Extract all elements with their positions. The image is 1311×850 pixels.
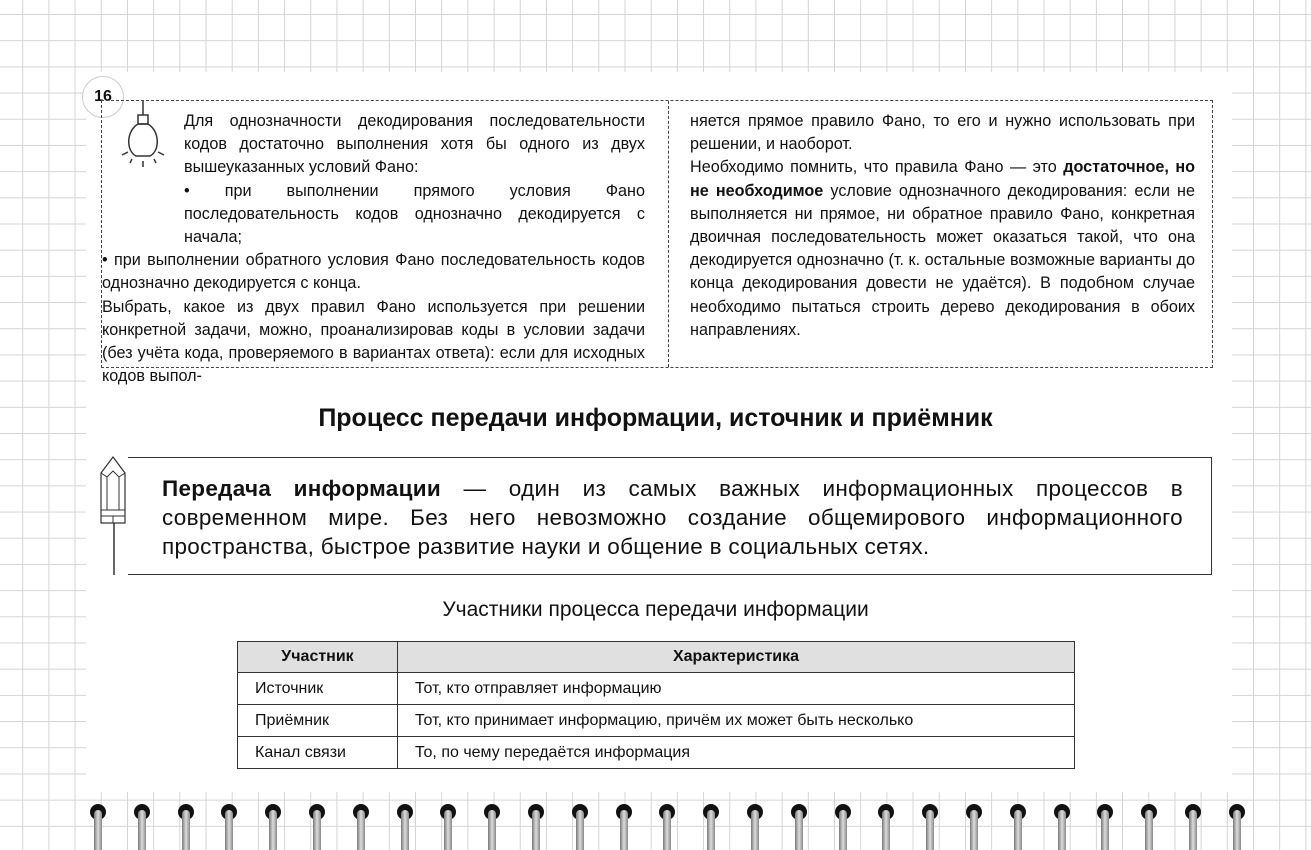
binding-ring-icon [878,800,894,844]
binding-ring-icon [265,800,281,844]
tip-bullet: • при выполнении обратного условия Фано последовательность кодов однозначно декодируется с конца. [102,251,645,293]
binding-ring-icon [1141,800,1157,844]
table-row [238,737,1075,769]
section-heading: Процесс передачи информации, источник и приёмник [318,404,993,432]
cell: Тот, кто принимает информацию, причём их может быть несколько [398,705,1075,737]
binding-ring-icon [1185,800,1201,844]
cell: Приёмник [238,705,398,737]
binding-ring-icon [1054,800,1070,844]
binding-ring-icon [353,800,369,844]
definition-box [114,457,1212,575]
column-divider [668,101,669,367]
cell: Тот, кто отправляет информацию [398,673,1075,705]
cell: То, по чему передаётся информация [398,737,1075,769]
tip-paragraph: Необходимо помнить, что правила Фано — это достаточное, но не необходимое условие однозначного декодирования: если не выполняется ни прямое, ни обратное правило Фано, конкретная двоичная последовательность может оказаться такой, что она декодируется однозначно (т. к. остальные возможные варианты до конца декодирования довести не удаётся). В подобном случае необходимо пытаться строить дерево декодирования в обоих направлениях. [690,158,1195,339]
binding-ring-icon [397,800,413,844]
binding-ring-icon [922,800,938,844]
participants-table [237,641,1075,769]
cell: Канал связи [238,737,398,769]
table-header-row [238,642,1075,673]
tip-column-left [102,110,645,388]
binding-ring-icon [703,800,719,844]
binding-ring-icon [1097,800,1113,844]
page-number: 16 [82,76,124,118]
binding-ring-icon [966,800,982,844]
binding-ring-icon [747,800,763,844]
table-row [238,673,1075,705]
binding-ring-icon [616,800,632,844]
definition-text: — один из самых важных информационных процессов в современном мире. Без него невозможно создание общемирового информационного пространства, быстрое развитие науки и общение в социальных сетях. [162,476,1183,559]
binding-ring-icon [835,800,851,844]
binding-ring-icon [309,800,325,844]
binding-ring-icon [659,800,675,844]
binding-ring-icon [1229,800,1245,844]
binding-ring-icon [440,800,456,844]
binding-ring-icon [178,800,194,844]
tip-paragraph: Выбрать, какое из двух правил Фано используется при решении конкретной задачи, можно, проанализировав коды в условии задачи (без учёта кода, проверяемого в вариантах ответа): если для исходных кодов выпол- [102,297,645,386]
pencil-icon [98,455,128,575]
binding-ring-icon [572,800,588,844]
binding-ring-icon [90,800,106,844]
binding-ring-icon [134,800,150,844]
binding-ring-icon [791,800,807,844]
cell: Источник [238,673,398,705]
binding-ring-icon [528,800,544,844]
tip-column-right [690,110,1195,342]
tip-bullet: • при выполнении прямого условия Фано последовательность кодов однозначно декодируется с начала; [184,181,645,247]
tip-paragraph: Для однозначности декодирования последовательности кодов достаточно выполнения хотя бы одного из двух вышеуказанных условий Фано: [184,112,645,177]
binding-ring-icon [1010,800,1026,844]
header-participant: Участник [238,642,398,673]
spiral-binding [0,800,1311,844]
header-characteristic: Характеристика [398,642,1075,673]
tip-box [101,100,1213,386]
table-caption: Участники процесса передачи информации [442,598,869,621]
tip-paragraph: няется прямое правило Фано, то его и нужно использовать при решении, и наоборот. [690,112,1195,154]
binding-ring-icon [484,800,500,844]
definition-term: Передача информации [162,476,441,501]
binding-ring-icon [221,800,237,844]
table-row [238,705,1075,737]
